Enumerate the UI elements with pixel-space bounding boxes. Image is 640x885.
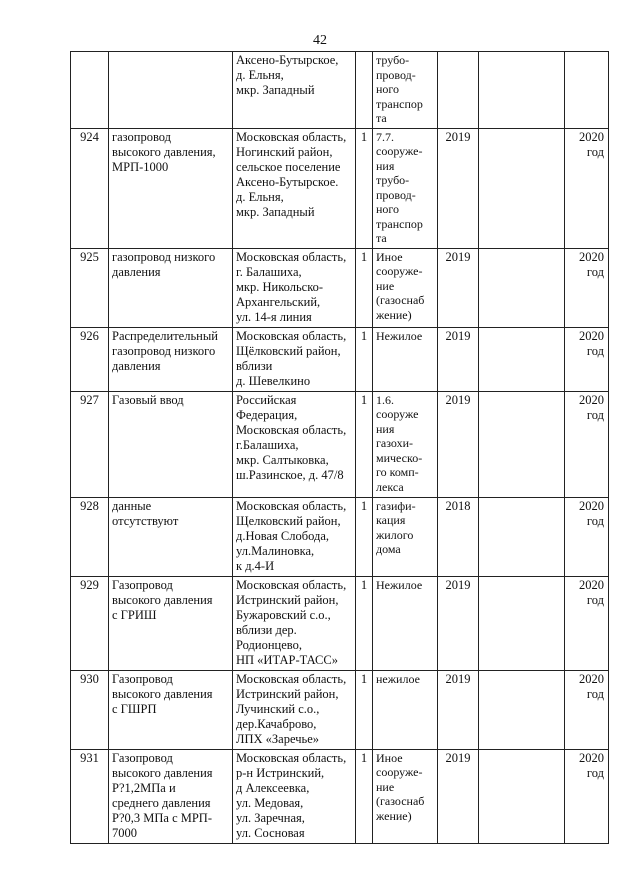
object-name-line: 7000 [112,825,137,840]
end-year-line: год [586,592,604,607]
object-name-line: давления [112,358,161,373]
end-year-line: год [586,686,604,701]
object-type-cell [373,128,438,248]
empty-cell [479,576,565,670]
end-year-cell [565,497,609,576]
empty-cell [479,391,565,497]
row-number-cell: 924 [71,128,109,248]
empty-cell [479,670,565,749]
object-type-line: 1.6. [376,392,394,407]
address-cell [233,497,356,576]
address-cell [233,391,356,497]
object-type-line: мическо- [376,450,423,465]
row-number-cell [71,52,109,129]
year-cell: 2019 [438,128,479,248]
object-type-line: Иное [376,249,403,264]
quantity-cell: 1 [356,391,373,497]
address-line: Лучинский с.о., [236,701,320,716]
object-type-line: ния [376,158,395,173]
address-line: Родионцево, [236,637,302,652]
object-type-line: трубо- [376,173,410,187]
row-number-cell: 926 [71,327,109,391]
address-line: ул. 14-я линия [236,309,312,324]
object-type-line: транспор [376,216,423,231]
year-cell: 2019 [438,576,479,670]
object-type-line: ние [376,278,395,293]
year-cell: 2019 [438,391,479,497]
end-year-line: 2020 [579,498,604,513]
object-name-cell [109,749,233,843]
end-year-cell [565,128,609,248]
end-year-cell [565,391,609,497]
address-line: д Алексеевка, [236,780,310,795]
address-line: Аксено-Бутырское, [236,53,339,67]
object-type-line: Нежилое [376,577,423,592]
object-name-line: данные [112,498,152,513]
empty-cell [479,327,565,391]
address-line: Московская область, [236,328,347,343]
object-type-line: ного [376,82,400,96]
address-line: Российская [236,392,297,407]
object-name-line: газопровод низкого [112,343,216,358]
address-line: мкр. Западный [236,204,315,219]
object-name-cell [109,497,233,576]
year-cell: 2019 [438,749,479,843]
address-line: мкр. Западный [236,83,315,97]
object-type-cell [373,670,438,749]
address-line: Московская область, [236,671,347,686]
end-year-line: 2020 [579,328,604,343]
end-year-cell [565,576,609,670]
object-type-line: дома [376,542,401,556]
end-year-cell [565,248,609,327]
address-line: НП «ИТАР-ТАСС» [236,652,338,667]
object-type-cell [373,248,438,327]
object-type-line: та [376,231,387,245]
address-line: р-н Истринский, [236,765,325,780]
row-number-cell: 925 [71,248,109,327]
object-type-line: кация [376,513,406,527]
end-year-line: 2020 [579,671,604,686]
object-name-cell [109,128,233,248]
address-line: Бужаровский с.о., [236,607,331,622]
address-line: Архангельский, [236,294,321,309]
table-row [71,391,609,497]
address-line: вблизи [236,358,273,373]
object-type-line: газохи- [376,436,414,450]
object-type-cell [373,576,438,670]
row-number-cell: 930 [71,670,109,749]
table-body [71,52,609,844]
end-year-line: 2020 [579,577,604,592]
empty-cell [479,749,565,843]
address-line: Московская область, [236,750,347,765]
address-line: Ногинский район, [236,144,333,159]
quantity-cell: 1 [356,327,373,391]
object-name-cell [109,248,233,327]
object-type-line: сооруже- [376,264,423,278]
address-line: Щелковский район, [236,513,341,528]
end-year-cell [565,327,609,391]
table-row [71,670,609,749]
address-line: д.Новая Слобода, [236,528,330,543]
table-row [71,327,609,391]
address-line: ул. Сосновая [236,825,305,840]
address-cell [233,52,356,129]
object-type-line: та [376,111,387,125]
address-cell [233,128,356,248]
object-name-line: Распределительный [112,328,218,343]
row-number-cell: 928 [71,497,109,576]
end-year-line: год [586,264,604,279]
object-name-line: высокого давления [112,765,213,780]
object-type-cell [373,391,438,497]
object-name-cell [109,52,233,129]
table-row [71,497,609,576]
table-row [71,52,609,129]
object-type-line: жилого [376,527,414,542]
object-name-line: МРП-1000 [112,159,169,174]
address-line: ул. Медовая, [236,795,304,810]
row-number-cell: 927 [71,391,109,497]
quantity-cell: 1 [356,576,373,670]
quantity-cell: 1 [356,128,373,248]
address-line: д. Шевелкино [236,373,311,388]
empty-cell [479,52,565,129]
object-name-line: газопровод [112,129,172,144]
object-type-line: жение) [376,808,412,823]
object-type-line: (газоснаб [376,794,425,808]
object-name-line: высокого давления [112,686,213,701]
quantity-cell [356,52,373,129]
object-name-line: Газопровод [112,671,173,686]
table-row [71,128,609,248]
end-year-line: год [586,343,604,358]
quantity-cell: 1 [356,670,373,749]
quantity-cell: 1 [356,248,373,327]
address-line: Московская область, [236,498,347,513]
year-cell [438,52,479,129]
object-type-line: провод- [376,67,416,82]
end-year-line: 2020 [579,249,604,264]
object-type-line: жение) [376,307,412,322]
year-cell: 2019 [438,327,479,391]
address-cell [233,670,356,749]
object-type-line: газифи- [376,498,416,513]
registry-table [70,51,609,844]
object-name-line: с ГШРП [112,701,157,716]
object-type-line: сооруже- [376,765,423,779]
object-type-line: ния [376,421,395,436]
row-number-cell: 931 [71,749,109,843]
object-type-line: го комп- [376,465,419,479]
address-line: д. Ельня, [236,189,284,204]
end-year-line: 2020 [579,750,604,765]
object-type-line: Иное [376,750,403,765]
year-cell: 2018 [438,497,479,576]
object-type-line: ного [376,202,400,216]
object-type-line: нежилое [376,671,420,686]
object-type-line: ние [376,779,395,794]
year-cell: 2019 [438,670,479,749]
object-type-line: транспор [376,96,423,111]
address-line: Московская область, [236,129,347,144]
object-name-cell [109,391,233,497]
object-name-cell [109,327,233,391]
address-line: вблизи дер. [236,622,297,637]
page-number: 42 [313,33,327,48]
object-name-line: высокого давления, [112,144,216,159]
object-type-line: сооруже- [376,144,423,158]
address-line: мкр. Салтыковка, [236,452,329,467]
table-row [71,576,609,670]
address-line: Щёлковский район, [236,343,341,358]
object-type-line: Нежилое [376,328,423,343]
object-type-line: (газоснаб [376,293,425,307]
empty-cell [479,128,565,248]
address-line: Московская область, [236,422,347,437]
object-name-line: Р?0,3 МПа с МРП- [112,810,212,825]
object-name-line: давления [112,264,161,279]
end-year-cell [565,749,609,843]
object-type-cell [373,52,438,129]
address-line: дер.Качаброво, [236,716,317,731]
object-name-line: Газопровод [112,750,173,765]
object-type-line: трубо- [376,53,410,67]
table-row [71,248,609,327]
quantity-cell: 1 [356,749,373,843]
address-cell [233,576,356,670]
address-line: Аксено-Бутырское. [236,174,339,189]
address-cell [233,248,356,327]
object-name-line: среднего давления [112,795,211,810]
object-name-line: Р?1,2МПа и [112,780,176,795]
end-year-cell [565,670,609,749]
address-line: ул. Заречная, [236,810,305,825]
object-name-line: отсутствуют [112,513,179,528]
end-year-line: год [586,144,604,159]
quantity-cell: 1 [356,497,373,576]
address-line: Федерация, [236,407,298,422]
address-line: Московская область, [236,249,347,264]
address-line: Истринский район, [236,592,339,607]
address-line: мкр. Никольско- [236,279,324,294]
object-type-line: лекса [376,479,404,494]
end-year-line: год [586,407,604,422]
object-name-cell [109,670,233,749]
address-line: г.Балашиха, [236,437,299,452]
object-name-line: газопровод низкого [112,249,216,264]
empty-cell [479,497,565,576]
end-year-cell [565,52,609,129]
object-name-line: Газовый ввод [112,392,184,407]
empty-cell [479,248,565,327]
end-year-line: 2020 [579,392,604,407]
address-line: ЛПХ «Заречье» [236,731,319,746]
table-row [71,749,609,843]
object-type-cell [373,327,438,391]
object-name-line: с ГРИШ [112,607,157,622]
row-number-cell: 929 [71,576,109,670]
address-line: к д.4-И [236,558,275,573]
address-line: сельское поселение [236,159,341,174]
object-name-line: высокого давления [112,592,213,607]
object-name-cell [109,576,233,670]
object-type-line: 7.7. [376,129,394,144]
address-line: ул.Малиновка, [236,543,315,558]
address-line: Московская область, [236,577,347,592]
object-type-cell [373,497,438,576]
object-type-line: провод- [376,187,416,202]
object-name-line: Газопровод [112,577,173,592]
address-cell [233,749,356,843]
address-line: д. Ельня, [236,68,284,82]
object-type-cell [373,749,438,843]
year-cell: 2019 [438,248,479,327]
address-line: г. Балашиха, [236,264,302,279]
object-type-line: сооруже [376,407,419,421]
end-year-line: год [586,765,604,780]
end-year-line: 2020 [579,129,604,144]
address-cell [233,327,356,391]
end-year-line: год [586,513,604,528]
address-line: Истринский район, [236,686,339,701]
address-line: ш.Разинское, д. 47/8 [236,467,344,482]
